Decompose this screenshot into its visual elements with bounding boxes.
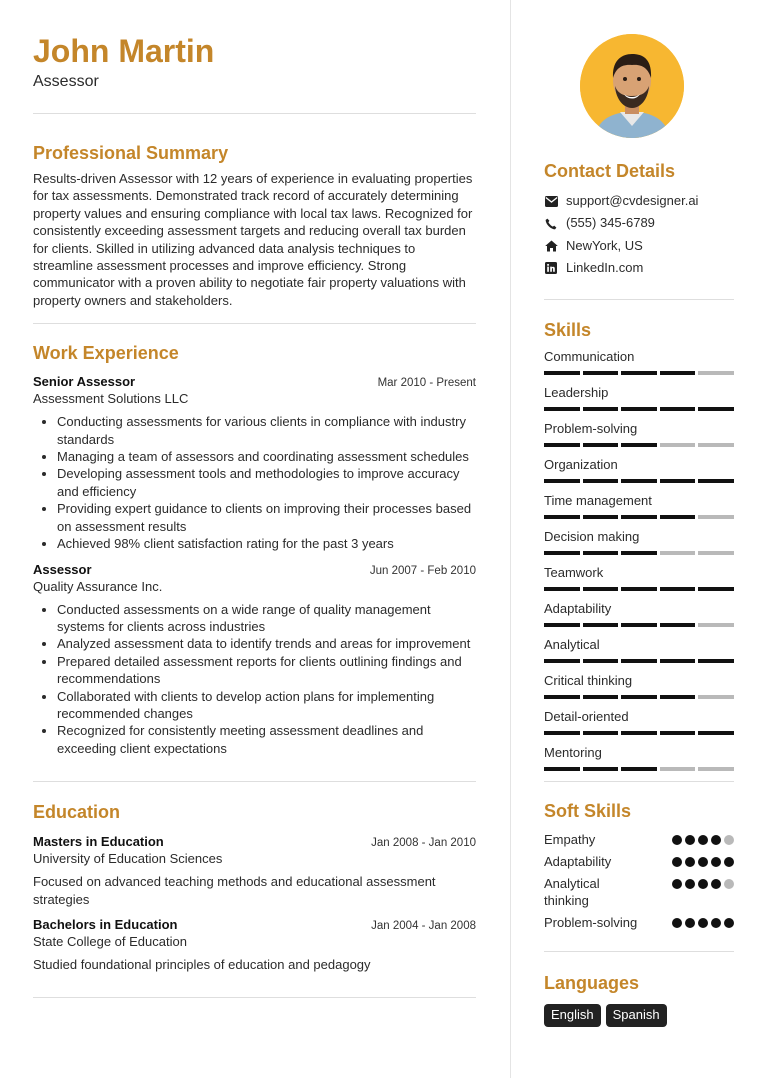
job-bullet: • Analyzed assessment data to identify trends and areas for improvement [57,635,476,652]
skill-name: Time management [544,492,652,508]
skill-item [544,709,734,735]
soft-skill-rating [672,875,734,889]
job-bullet: • Conducted assessments on a wide range of quality management systems for clients across industries [57,601,476,636]
rating-dot [672,835,682,845]
avatar-illustration [580,34,684,138]
soft-skill-item [544,853,734,870]
job-entry [33,561,476,758]
skill-level-segment [660,407,696,411]
soft-skills-section [544,800,734,931]
skills-section [544,319,734,771]
skill-level-bar [544,659,734,663]
language-badge: English [544,1004,601,1027]
rating-dot [672,879,682,889]
skill-item [544,529,734,555]
skill-level-segment [583,587,619,591]
skill-level-segment [621,479,657,483]
education-description: Focused on advanced teaching methods and educational assessment strategies [33,874,436,907]
soft-skills-list [544,831,734,931]
envelope-icon [544,194,558,208]
skill-name: Teamwork [544,564,604,580]
skill-item [544,421,734,447]
summary-text: Results-driven Assessor with 12 years of experience in evaluating properties for tax assessments. Demonstrated track record of accurately determining property values and ensuring compliance with local tax laws. Recognized for consistently exceeding assessment targets and reducing overall tax burden for clients. Skilled in utilizing advanced data analysis techniques to streamline assessment processes and improve efficiency. Strong communicator with a proven ability to negotiate fair property valuations with property owners and stakeholders. [33,171,473,308]
job-bullets [33,601,476,758]
skill-level-segment [544,515,580,519]
home-icon [544,239,558,253]
rating-dot [711,835,721,845]
skill-item [544,457,734,483]
skill-level-segment [660,479,696,483]
skill-level-segment [621,443,657,447]
skill-level-segment [698,551,734,555]
skill-level-segment [660,731,696,735]
rating-dot [698,879,708,889]
divider [33,997,476,998]
education-description: Studied foundational principles of education and pedagogy [33,956,371,972]
job-date: Mar 2010 - Present [377,377,476,390]
skill-level-segment [698,443,734,447]
skill-level-bar [544,371,734,375]
skill-level-bar [544,695,734,699]
skill-name: Mentoring [544,744,602,760]
job-bullet: • Developing assessment tools and methodologies to improve accuracy and efficiency [57,465,476,500]
rating-dot [672,857,682,867]
skill-item [544,349,734,375]
job-company: Quality Assurance Inc. [33,578,163,594]
skill-level-segment [698,515,734,519]
skill-name: Detail-oriented [544,708,629,724]
skill-name: Decision making [544,528,640,544]
skill-level-bar [544,767,734,771]
degree-name: Masters in Education [33,834,164,850]
job-title: Senior Assessor [33,374,136,390]
skill-name: Organization [544,456,618,472]
soft-skill-rating [672,831,734,845]
job-bullet: • Providing expert guidance to clients on improving their processes based on assessment results [57,500,476,535]
rating-dot [724,918,734,928]
skill-level-segment [621,731,657,735]
job-bullet: • Conducting assessments for various clients in compliance with industry standards [57,413,476,448]
skill-level-bar [544,623,734,627]
skill-level-segment [544,731,580,735]
education-entry [33,916,476,973]
skill-level-segment [698,407,734,411]
candidate-name: John Martin [33,33,215,69]
skill-level-segment [660,515,696,519]
education-header [33,916,476,933]
job-bullet: • Recognized for consistently meeting assessment deadlines and exceeding client expectations [57,722,476,757]
rating-dot [685,918,695,928]
skill-level-segment [621,695,657,699]
column-divider [510,0,511,1078]
divider [33,323,476,324]
rating-dot [724,879,734,889]
skill-level-segment [583,767,619,771]
skill-level-segment [621,371,657,375]
degree-name: Bachelors in Education [33,916,178,932]
jobs-list [33,373,476,757]
skill-level-segment [621,515,657,519]
job-bullets [33,413,476,552]
skill-name: Problem-solving [544,420,638,436]
candidate-title: Assessor [33,73,99,90]
skill-name: Communication [544,348,635,364]
skill-level-segment [660,659,696,663]
rating-dot [711,857,721,867]
soft-skill-name: Adaptability [544,853,612,869]
divider [544,299,734,300]
skill-level-segment [660,695,696,699]
skill-level-segment [544,587,580,591]
job-bullet: • Managing a team of assessors and coordinating assessment schedules [57,448,476,465]
education-header [33,833,476,850]
soft-skill-rating [672,853,734,867]
rating-dot [724,835,734,845]
skill-level-bar [544,587,734,591]
main-column [33,32,476,998]
contact-heading: Contact Details [544,161,676,181]
school-name: University of Education Sciences [33,851,223,867]
skill-level-segment [544,479,580,483]
skill-level-segment [621,623,657,627]
soft-skill-item [544,914,734,931]
contact-item [544,257,734,279]
skill-level-segment [583,659,619,663]
skill-level-segment [621,407,657,411]
job-bullet: • Achieved 98% client satisfaction rating for the past 3 years [57,535,476,552]
skill-name: Analytical [544,636,600,652]
skill-level-segment [583,443,619,447]
job-bullet: • Collaborated with clients to develop action plans for implementing recommended changes [57,688,476,723]
skill-level-segment [544,407,580,411]
skill-level-segment [544,551,580,555]
divider [33,781,476,782]
contact-item [544,190,734,212]
education-heading: Education [33,802,121,823]
job-header [33,373,476,390]
education-entry [33,833,476,908]
rating-dot [685,879,695,889]
summary-section [33,142,476,309]
skill-item [544,673,734,699]
job-header [33,561,476,578]
skill-level-segment [583,371,619,375]
skill-level-segment [544,767,580,771]
skill-level-segment [583,731,619,735]
languages-list [544,1004,734,1027]
divider [544,781,734,782]
job-company: Assessment Solutions LLC [33,391,189,407]
contact-text: NewYork, US [566,237,643,253]
soft-skill-name: Problem-solving [544,914,638,930]
job-title: Assessor [33,561,92,577]
skill-level-segment [698,659,734,663]
soft-skill-rating [672,914,734,928]
skill-level-segment [583,695,619,699]
skill-level-segment [583,515,619,519]
languages-section [544,972,734,1027]
experience-section [33,342,476,757]
skill-level-bar [544,515,734,519]
skill-level-segment [621,587,657,591]
contact-item [544,235,734,257]
skill-level-bar [544,443,734,447]
skill-level-segment [621,551,657,555]
rating-dot [685,857,695,867]
divider [544,951,734,952]
skill-level-segment [544,659,580,663]
skill-item [544,565,734,591]
soft-skill-name: Empathy [544,831,596,847]
skill-level-segment [698,731,734,735]
rating-dot [724,857,734,867]
skill-level-segment [698,767,734,771]
contact-list [544,190,734,280]
skill-level-segment [660,587,696,591]
skill-level-segment [698,587,734,591]
job-date: Jun 2007 - Feb 2010 [369,564,476,577]
skill-level-segment [621,767,657,771]
summary-heading: Professional Summary [33,143,229,163]
skill-name: Adaptability [544,600,612,616]
rating-dot [711,918,721,928]
rating-dot [698,857,708,867]
skill-name: Leadership [544,384,609,400]
skills-list [544,349,734,771]
skill-item [544,493,734,519]
contact-item [544,212,734,234]
job-entry [33,373,476,552]
skill-level-segment [698,479,734,483]
skill-level-segment [583,479,619,483]
skill-level-segment [544,695,580,699]
skill-level-segment [698,695,734,699]
contact-section [544,160,734,280]
skills-heading: Skills [544,319,592,340]
experience-heading: Work Experience [33,343,179,364]
contact-text: (555) 345-6789 [566,215,655,231]
rating-dot [685,835,695,845]
languages-heading: Languages [544,972,640,993]
skill-item [544,745,734,771]
skill-level-segment [583,551,619,555]
skill-item [544,601,734,627]
skill-level-bar [544,479,734,483]
skill-level-segment [583,407,619,411]
rating-dot [698,835,708,845]
skill-level-segment [660,623,696,627]
soft-skill-item [544,875,734,909]
soft-skills-heading: Soft Skills [544,800,632,821]
skill-level-bar [544,731,734,735]
rating-dot [711,879,721,889]
education-section [33,801,476,973]
skill-level-segment [698,623,734,627]
soft-skill-name: Analytical thinking [544,875,600,908]
skill-level-segment [544,623,580,627]
education-date: Jan 2008 - Jan 2010 [371,837,476,850]
skill-level-bar [544,407,734,411]
language-badge: Spanish [606,1004,667,1027]
skill-level-segment [660,551,696,555]
soft-skill-item [544,831,734,848]
contact-text: support@cvdesigner.ai [566,193,699,208]
skill-level-segment [544,443,580,447]
skill-level-segment [544,371,580,375]
skill-level-bar [544,551,734,555]
linkedin-icon [544,261,558,275]
skill-item [544,637,734,663]
skill-level-segment [660,767,696,771]
skill-level-segment [660,371,696,375]
sidebar-column [544,34,734,1027]
education-date: Jan 2004 - Jan 2008 [371,919,476,932]
profile-photo [580,34,684,138]
skill-level-segment [660,443,696,447]
school-name: State College of Education [33,933,187,949]
rating-dot [672,918,682,928]
job-bullet: • Prepared detailed assessment reports for clients outlining findings and recommendations [57,653,476,688]
skill-level-segment [583,623,619,627]
phone-icon [544,217,558,231]
skill-name: Critical thinking [544,672,633,688]
education-list [33,833,476,973]
contact-text: LinkedIn.com [566,260,644,276]
skill-level-segment [621,659,657,663]
skill-level-segment [698,371,734,375]
divider [33,113,476,114]
skill-item [544,385,734,411]
rating-dot [698,918,708,928]
